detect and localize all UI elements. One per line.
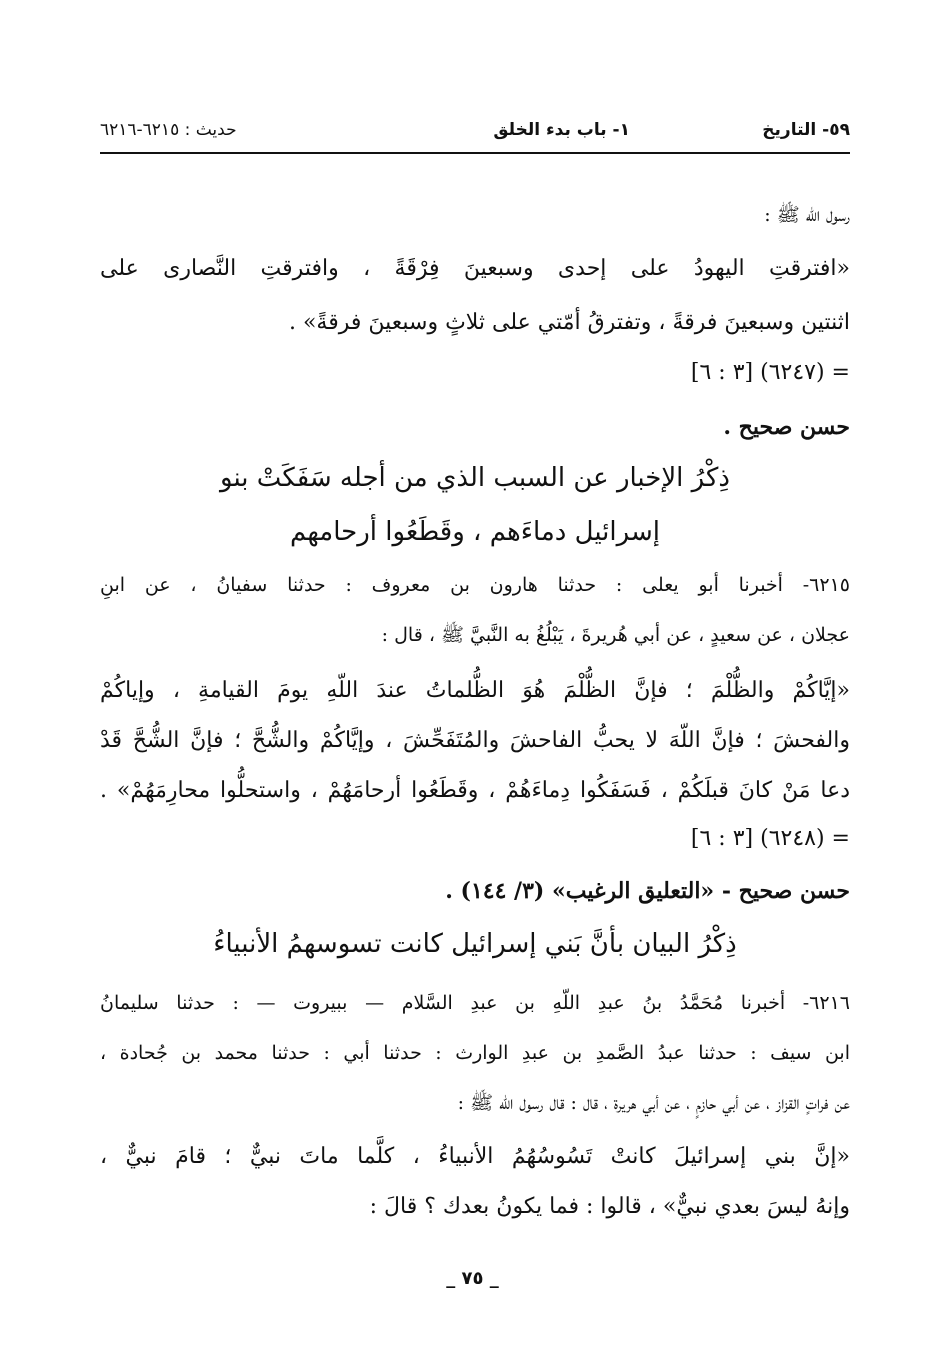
text-line: عن فراتٍ القزاز ، عن أبي حازمٍ ، عن أبي هريرة ، قال : قال رسول اللّه ﷺ : <box>457 1092 850 1114</box>
text-line: «إنَّ بني إسرائيلَ كانتْ تَسُوسُهُمُ الأنبياءُ ، كلَّما ماتَ نبيٌّ ؛ قامَ نبيٌّ ، <box>100 1144 850 1169</box>
header-section: ١- باب بدء الخلق <box>493 120 630 140</box>
cross-reference: = (٦٢٤٧) [٣ : ٦] <box>690 360 850 385</box>
section-heading: ذِكْرُ البيان بأنَّ بَني إسرائيل كانت تسوسهمُ الأنبياءُ <box>213 929 737 959</box>
text-line: والفحشَ ؛ فإنَّ اللّهَ لا يحبُّ الفاحشَ والمُتَفَحِّشَ ، وإيَّاكُمْ والشُّحَّ ؛ فإنَّ الشُّحَّ قَدْ <box>100 728 850 753</box>
grading-note: حسن صحيح . <box>723 414 850 440</box>
page-number: _ ٧٥ _ <box>446 1268 499 1289</box>
text-line: عجلان ، عن سعيدٍ ، عن أبي هُريرةَ ، يَبْلُغُ به النَّبيَّ ﷺ ، قال : <box>381 624 850 646</box>
text-line: ٦٢١٦- أخبرنا مُحَمَّدُ بنُ عبدِ اللّهِ بن عبدِ السَّلام — ببيروت — : حدثنا سليمانُ <box>100 992 850 1014</box>
running-header <box>100 116 850 150</box>
text-line: دعا مَنْ كانَ قبلَكُمْ ، فَسَفَكُوا دِماءَهُمْ ، وقَطَعُوا أرحامَهُمْ ، واستحلُّوا محارِمَهُمْ» . <box>100 778 850 803</box>
text-line: وإنهُ ليسَ بعدي نبيٌّ» ، قالوا : فما يكونُ بعدك ؟ قالَ : <box>369 1194 850 1219</box>
text-line: ٦٢١٥- أخبرنا أبو يعلى : حدثنا هارون بن معروف : حدثنا سفيانُ ، عن ابنِ <box>100 574 850 596</box>
cross-reference: = (٦٢٤٨) [٣ : ٦] <box>690 826 850 851</box>
text-line: اثنتين وسبعينَ فرقةً ، وتفترقُ أمّتي على ثلاثٍ وسبعينَ فرقةً» . <box>288 310 850 335</box>
grading-note: حسن صحيح - «التعليق الرغيب» (٣/ ١٤٤) . <box>445 878 850 904</box>
text-line: «إيَّاكُمْ والظُّلْمَ ؛ فإنَّ الظُّلْمَ هُوَ الظُّلماتُ عندَ اللّهِ يومَ القيامةِ ، وإياكُمْ <box>100 678 850 703</box>
section-heading: إسرائيل دماءَهم ، وقَطَعُوا أرحامهم <box>290 517 660 547</box>
header-chapter: ٥٩- التاريخ <box>762 120 850 140</box>
header-divider <box>100 152 850 154</box>
section-heading: ذِكْرُ الإخبار عن السبب الذي من أجله سَفَكَتْ بنو <box>220 463 730 493</box>
header-hadith-range: حديث : ٦٢١٥-٦٢١٦ <box>100 120 237 140</box>
text-line: ابن سيف : حدثنا عبدُ الصَّمدِ بن عبدِ الوارث : حدثنا أبي : حدثنا محمد بن جُحادة ، <box>100 1042 850 1064</box>
text-line: رسول اللّه ﷺ : <box>764 204 850 226</box>
text-line: «افترقتِ اليهودُ على إحدى وسبعينَ فِرْقَةً ، وافترقتِ النَّصارى على <box>100 256 850 281</box>
